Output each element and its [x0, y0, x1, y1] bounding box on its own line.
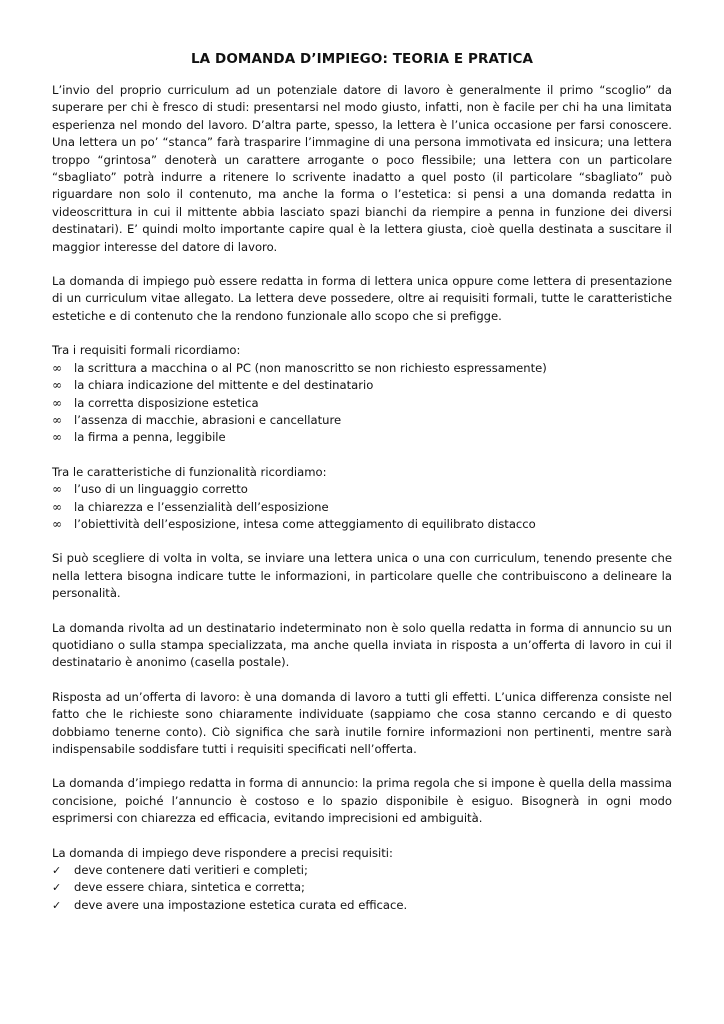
- list-item: ∞ la corretta disposizione estetica: [52, 395, 672, 412]
- checkmark-icon: ✓: [52, 881, 62, 895]
- functional-characteristics-list: [52, 481, 672, 533]
- list-item: ∞ l’assenza di macchie, abrasioni e cancellature: [52, 412, 672, 429]
- list-item: ✓ deve contenere dati veritieri e completi;: [52, 862, 672, 879]
- requirements-list: [52, 862, 672, 914]
- formal-requirements-section: [52, 342, 672, 446]
- infinity-bullet-icon: ∞: [52, 395, 62, 410]
- requirements-intro: La domanda di impiego deve rispondere a precisi requisiti:: [52, 845, 393, 860]
- paragraph-indeterminate-recipient: La domanda rivolta ad un destinatario indeterminato non è solo quella redatta in forma di annuncio su un quotidiano o sulla stampa specializzata, ma anche quella inviata in risposta a un’offerta di lavoro in cui il destinatario è anonimo (casella postale).: [52, 620, 672, 670]
- infinity-bullet-icon: ∞: [52, 412, 62, 427]
- functional-characteristics-intro: Tra le caratteristiche di funzionalità ricordiamo:: [52, 464, 327, 479]
- requirements-section: [52, 845, 672, 915]
- list-item: ✓ deve essere chiara, sintetica e corretta;: [52, 879, 672, 896]
- paragraph-choice: Si può scegliere di volta in volta, se inviare una lettera unica o una con curriculum, tenendo presente che nella lettera bisogna indicare tutte le informazioni, in particolare quelle che contribuiscono a delineare la personalità.: [52, 551, 672, 601]
- paragraph-forms: La domanda di impiego può essere redatta in forma di lettera unica oppure come lettera di presentazione di un curriculum vitae allegato. La lettera deve possedere, oltre ai requisiti formali, tutte le caratteristiche estetiche e di contenuto che la rendono funzionale allo scopo che si prefigge.: [52, 274, 672, 323]
- document-title: LA DOMANDA D’IMPIEGO: TEORIA E PRATICA: [190, 51, 534, 67]
- checkmark-icon: ✓: [52, 864, 62, 878]
- paragraph-advertisement: La domanda d’impiego redatta in forma di annuncio: la prima regola che si impone è quella della massima concisione, poiché l’annuncio è costoso e lo spazio disponibile è esiguo. Bisognerà in ogni modo esprimersi con chiarezza ed efficacia, evitando imprecisioni ed ambiguità.: [52, 776, 672, 826]
- list-item: ∞ l’obiettività dell’esposizione, intesa come atteggiamento di equilibrato distacco: [52, 516, 672, 533]
- infinity-bullet-icon: ∞: [52, 499, 62, 514]
- list-item: ∞ la scrittura a macchina o al PC (non manoscritto se non richiesto espressamente): [52, 360, 672, 377]
- list-item: ✓ deve avere una impostazione estetica curata ed efficace.: [52, 897, 672, 914]
- infinity-bullet-icon: ∞: [52, 516, 62, 531]
- infinity-bullet-icon: ∞: [52, 430, 62, 445]
- list-item: ∞ la chiara indicazione del mittente e del destinatario: [52, 377, 672, 394]
- paragraph-intro: L’invio del proprio curriculum ad un potenziale datore di lavoro è generalmente il primo “scoglio” da superare per chi è fresco di studi: presentarsi nel modo giusto, infatti, non è facile per chi ha una limitata esperienza nel mondo del lavoro. D’altra parte, spesso, la lettera è l’unica occasione per farsi conoscere. Una lettera un po’ “stanca” farà trasparire l’immagine di una persona immotivata ed insicura; una lettera troppo “grintosa” denoterà un carattere arrogante o poco flessibile; una lettera con un particolare “sbagliato” potrà indurre a ritenere lo scrivente inadatto a quel posto (il particolare “sbagliato” può riguardare non solo il contenuto, ma anche la forma o l’estetica: si pensi a una domanda redatta in videoscrittura in cui il mittente abbia lasciato spazi bianchi da riempire a penna in funzione dei diversi destinatari). E’ quindi molto importante capire qual è la lettera giusta, cioè quella destinata a suscitare il maggior interesse del datore di lavoro.: [52, 83, 672, 254]
- paragraph-job-offer-reply: Risposta ad un’offerta di lavoro: è una domanda di lavoro a tutti gli effetti. L’unica differenza consiste nel fatto che le richieste sono chiaramente individuate (sappiamo che cosa stanno cercando e di questo dobbiamo tenerne conto). Ciò significa che sarà inutile fornire informazioni non pertinenti, mentre sarà indispensabile soddisfare tutti i requisiti specificati nell’offerta.: [52, 689, 672, 756]
- checkmark-icon: ✓: [52, 898, 62, 912]
- list-item: ∞ la chiarezza e l’essenzialità dell’esposizione: [52, 499, 672, 516]
- list-item: ∞ l’uso di un linguaggio corretto: [52, 481, 672, 498]
- infinity-bullet-icon: ∞: [52, 360, 62, 375]
- functional-characteristics-section: [52, 464, 672, 534]
- infinity-bullet-icon: ∞: [52, 378, 62, 393]
- formal-requirements-list: [52, 360, 672, 447]
- infinity-bullet-icon: ∞: [52, 482, 62, 497]
- formal-requirements-intro: Tra i requisiti formali ricordiamo:: [52, 343, 241, 358]
- list-item: ∞ la firma a penna, leggibile: [52, 429, 672, 446]
